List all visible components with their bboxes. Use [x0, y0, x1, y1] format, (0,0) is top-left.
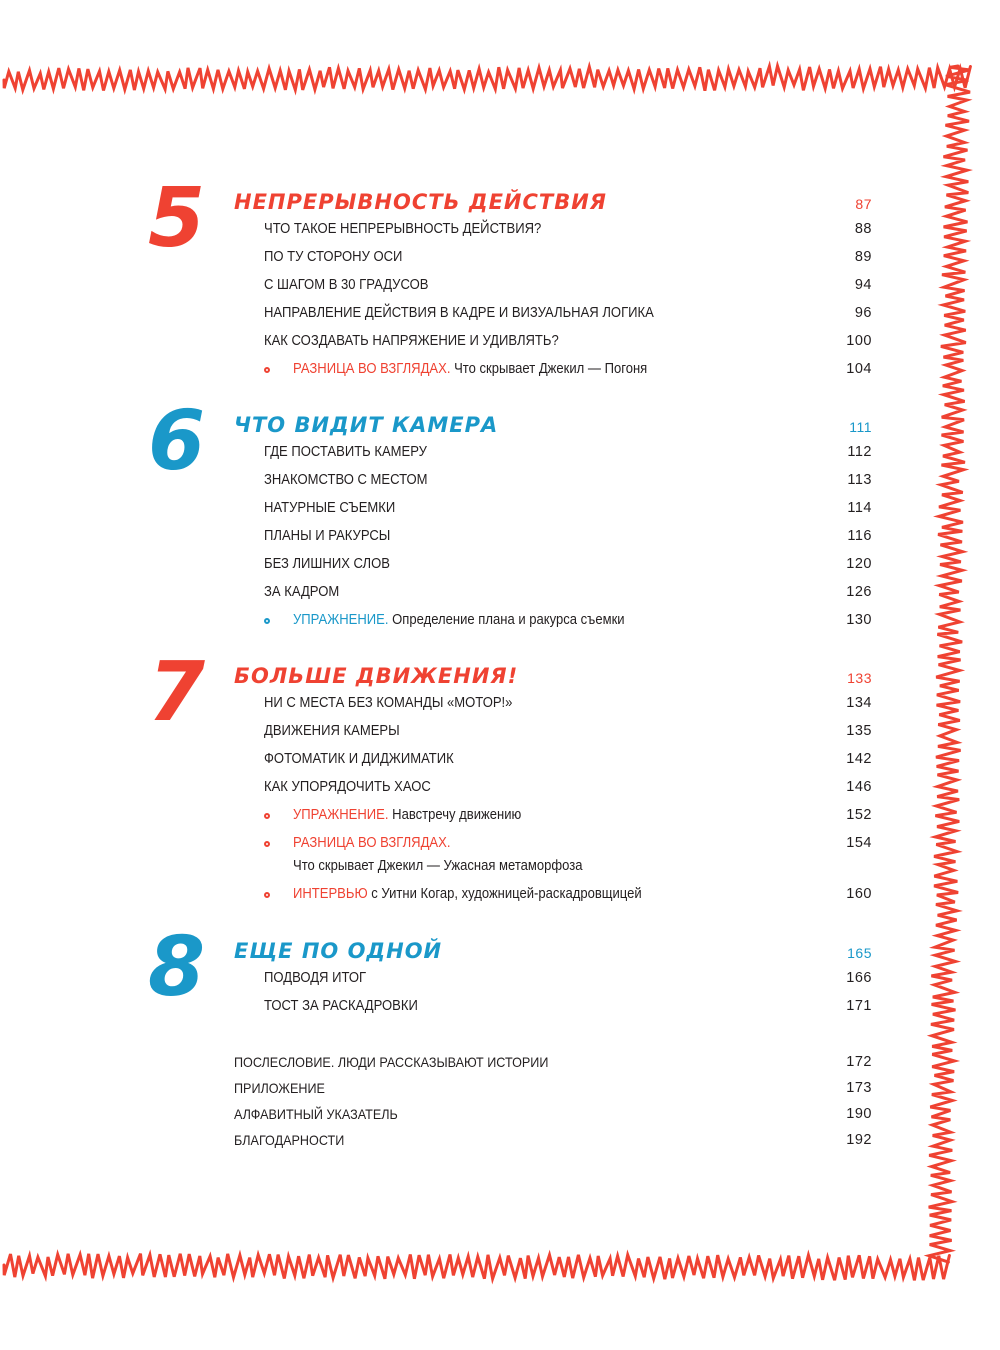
toc-entry[interactable] — [0, 748, 1000, 774]
entry-text: ПОСЛЕСЛОВИЕ. ЛЮДИ РАССКАЗЫВАЮТ ИСТОРИИ — [234, 1054, 549, 1070]
frame-stroke — [4, 1254, 949, 1281]
circle-bullet-icon — [264, 841, 270, 847]
chapter-title-row[interactable] — [0, 664, 1000, 690]
entry-text: АЛФАВИТНЫЙ УКАЗАТЕЛЬ — [234, 1106, 398, 1122]
chapter-title-row[interactable] — [0, 190, 1000, 216]
toc-entry[interactable] — [0, 274, 1000, 300]
special-label: ИНТЕРВЬЮ — [293, 886, 368, 902]
entry-text: БЛАГОДАРНОСТИ — [234, 1132, 345, 1148]
entry-text: ЗНАКОМСТВО С МЕСТОМ — [264, 472, 428, 488]
entry-page: 120 — [846, 556, 872, 572]
special-second-line: Что скрывает Джекил — Ужасная метаморфоза — [293, 858, 583, 874]
entry-page: 94 — [854, 277, 872, 293]
chapter-number: 6 — [148, 394, 206, 489]
entry-page: 192 — [846, 1132, 872, 1148]
toc-entry[interactable] — [0, 967, 1000, 993]
backmatter-entry[interactable] — [0, 1051, 1000, 1077]
chapter-title[interactable]: БОЛЬШЕ ДВИЖЕНИЯ! — [234, 664, 519, 688]
special-label: УПРАЖНЕНИЕ. — [293, 612, 389, 628]
entry-page: 190 — [846, 1106, 872, 1122]
circle-bullet-icon — [264, 618, 270, 624]
entry-page: 134 — [846, 695, 872, 711]
frame-stroke — [4, 66, 970, 91]
special-label: РАЗНИЦА ВО ВЗГЛЯДАХ. — [293, 361, 451, 377]
entry-text: ЧТО ТАКОЕ НЕПРЕРЫВНОСТЬ ДЕЙСТВИЯ? — [264, 221, 542, 237]
toc-entry[interactable] — [0, 218, 1000, 244]
entry-page: 113 — [847, 472, 872, 488]
special-entry-text — [293, 612, 625, 628]
entry-page: 112 — [847, 444, 872, 460]
toc-entry[interactable] — [0, 720, 1000, 746]
chapter-number: 5 — [148, 171, 206, 266]
chapter-number: 8 — [148, 920, 206, 1015]
toc-entry[interactable] — [0, 776, 1000, 802]
special-label: УПРАЖНЕНИЕ. — [293, 807, 389, 823]
chapter-page: 165 — [847, 945, 872, 961]
special-entry-text — [293, 886, 642, 902]
entry-text: ДВИЖЕНИЯ КАМЕРЫ — [264, 723, 400, 739]
special-rest: Определение плана и ракурса съемки — [392, 612, 625, 628]
entry-page: 96 — [854, 305, 872, 321]
toc-entry[interactable] — [0, 553, 1000, 579]
toc-entry[interactable] — [0, 441, 1000, 467]
chapter-page: 133 — [847, 670, 872, 686]
toc-entry[interactable] — [0, 692, 1000, 718]
entry-text: ЗА КАДРОМ — [264, 584, 340, 600]
entry-page: 171 — [846, 998, 872, 1014]
chapter-title[interactable]: ЕЩЕ ПО ОДНОЙ — [234, 939, 443, 963]
entry-text: ТОСТ ЗА РАСКАДРОВКИ — [264, 998, 418, 1014]
entry-text: ПО ТУ СТОРОНУ ОСИ — [264, 249, 403, 265]
toc-entry[interactable] — [0, 330, 1000, 356]
special-rest: с Уитни Когар, художницей-раскадровщицей — [371, 886, 642, 902]
chapter-page: 111 — [849, 419, 872, 435]
chapter-number: 7 — [148, 645, 206, 740]
chapter-title[interactable]: НЕПРЕРЫВНОСТЬ ДЕЙСТВИЯ — [234, 190, 607, 214]
entry-page: 172 — [846, 1054, 872, 1070]
entry-text: БЕЗ ЛИШНИХ СЛОВ — [264, 556, 390, 572]
entry-page: 89 — [854, 249, 872, 265]
special-rest: Что скрывает Джекил — Погоня — [454, 361, 648, 377]
entry-text: С ШАГОМ В 30 ГРАДУСОВ — [264, 277, 429, 293]
backmatter-entry[interactable] — [0, 1077, 1000, 1103]
toc-special-entry[interactable] — [0, 358, 1000, 384]
special-rest: Навстречу движению — [392, 807, 522, 823]
entry-text: КАК СОЗДАВАТЬ НАПРЯЖЕНИЕ И УДИВЛЯТЬ? — [264, 333, 559, 349]
toc-entry[interactable] — [0, 581, 1000, 607]
entry-text: НИ С МЕСТА БЕЗ КОМАНДЫ «МОТОР!» — [264, 695, 513, 711]
special-entry-text — [293, 361, 647, 377]
circle-bullet-icon — [264, 892, 270, 898]
entry-page: 88 — [854, 221, 872, 237]
chapter-title-row[interactable] — [0, 939, 1000, 965]
toc-special-entry[interactable] — [0, 832, 1000, 882]
special-label: РАЗНИЦА ВО ВЗГЛЯДАХ. — [293, 835, 451, 851]
backmatter-entry[interactable] — [0, 1103, 1000, 1129]
entry-page: 126 — [846, 584, 872, 600]
chapter-title-row[interactable] — [0, 413, 1000, 439]
circle-bullet-icon — [264, 367, 270, 373]
entry-text: ПРИЛОЖЕНИЕ — [234, 1080, 325, 1096]
entry-text: ПЛАНЫ И РАКУРСЫ — [264, 528, 391, 544]
entry-page: 130 — [846, 612, 872, 628]
toc-special-entry[interactable] — [0, 883, 1000, 909]
entry-page: 114 — [847, 500, 872, 516]
entry-text: ФОТОМАТИК И ДИДЖИМАТИК — [264, 751, 454, 767]
toc-entry[interactable] — [0, 497, 1000, 523]
entry-text: КАК УПОРЯДОЧИТЬ ХАОС — [264, 779, 431, 795]
entry-page: 104 — [846, 361, 872, 377]
toc-entry[interactable] — [0, 995, 1000, 1021]
entry-page: 154 — [846, 835, 872, 851]
entry-text: НАТУРНЫЕ СЪЕМКИ — [264, 500, 396, 516]
entry-page: 166 — [846, 970, 872, 986]
entry-text: ГДЕ ПОСТАВИТЬ КАМЕРУ — [264, 444, 427, 460]
entry-page: 135 — [846, 723, 872, 739]
backmatter-entry[interactable] — [0, 1129, 1000, 1155]
entry-page: 100 — [846, 333, 872, 349]
toc-special-entry[interactable] — [0, 609, 1000, 635]
chapter-title[interactable]: ЧТО ВИДИТ КАМЕРА — [234, 413, 499, 437]
toc-special-entry[interactable] — [0, 804, 1000, 830]
circle-bullet-icon — [264, 813, 270, 819]
special-entry-text — [293, 835, 450, 851]
special-entry-text — [293, 807, 521, 823]
entry-page: 142 — [846, 751, 872, 767]
entry-text: ПОДВОДЯ ИТОГ — [264, 970, 367, 986]
toc-entry[interactable] — [0, 246, 1000, 272]
entry-page: 116 — [847, 528, 872, 544]
toc-entry[interactable] — [0, 469, 1000, 495]
entry-page: 173 — [846, 1080, 872, 1096]
entry-page: 146 — [846, 779, 872, 795]
toc-entry[interactable] — [0, 302, 1000, 328]
chapter-page: 87 — [855, 196, 872, 212]
toc-entry[interactable] — [0, 525, 1000, 551]
entry-page: 160 — [846, 886, 872, 902]
entry-text: НАПРАВЛЕНИЕ ДЕЙСТВИЯ В КАДРЕ И ВИЗУАЛЬНАЯ ЛОГИКА — [264, 305, 654, 321]
entry-page: 152 — [846, 807, 872, 823]
